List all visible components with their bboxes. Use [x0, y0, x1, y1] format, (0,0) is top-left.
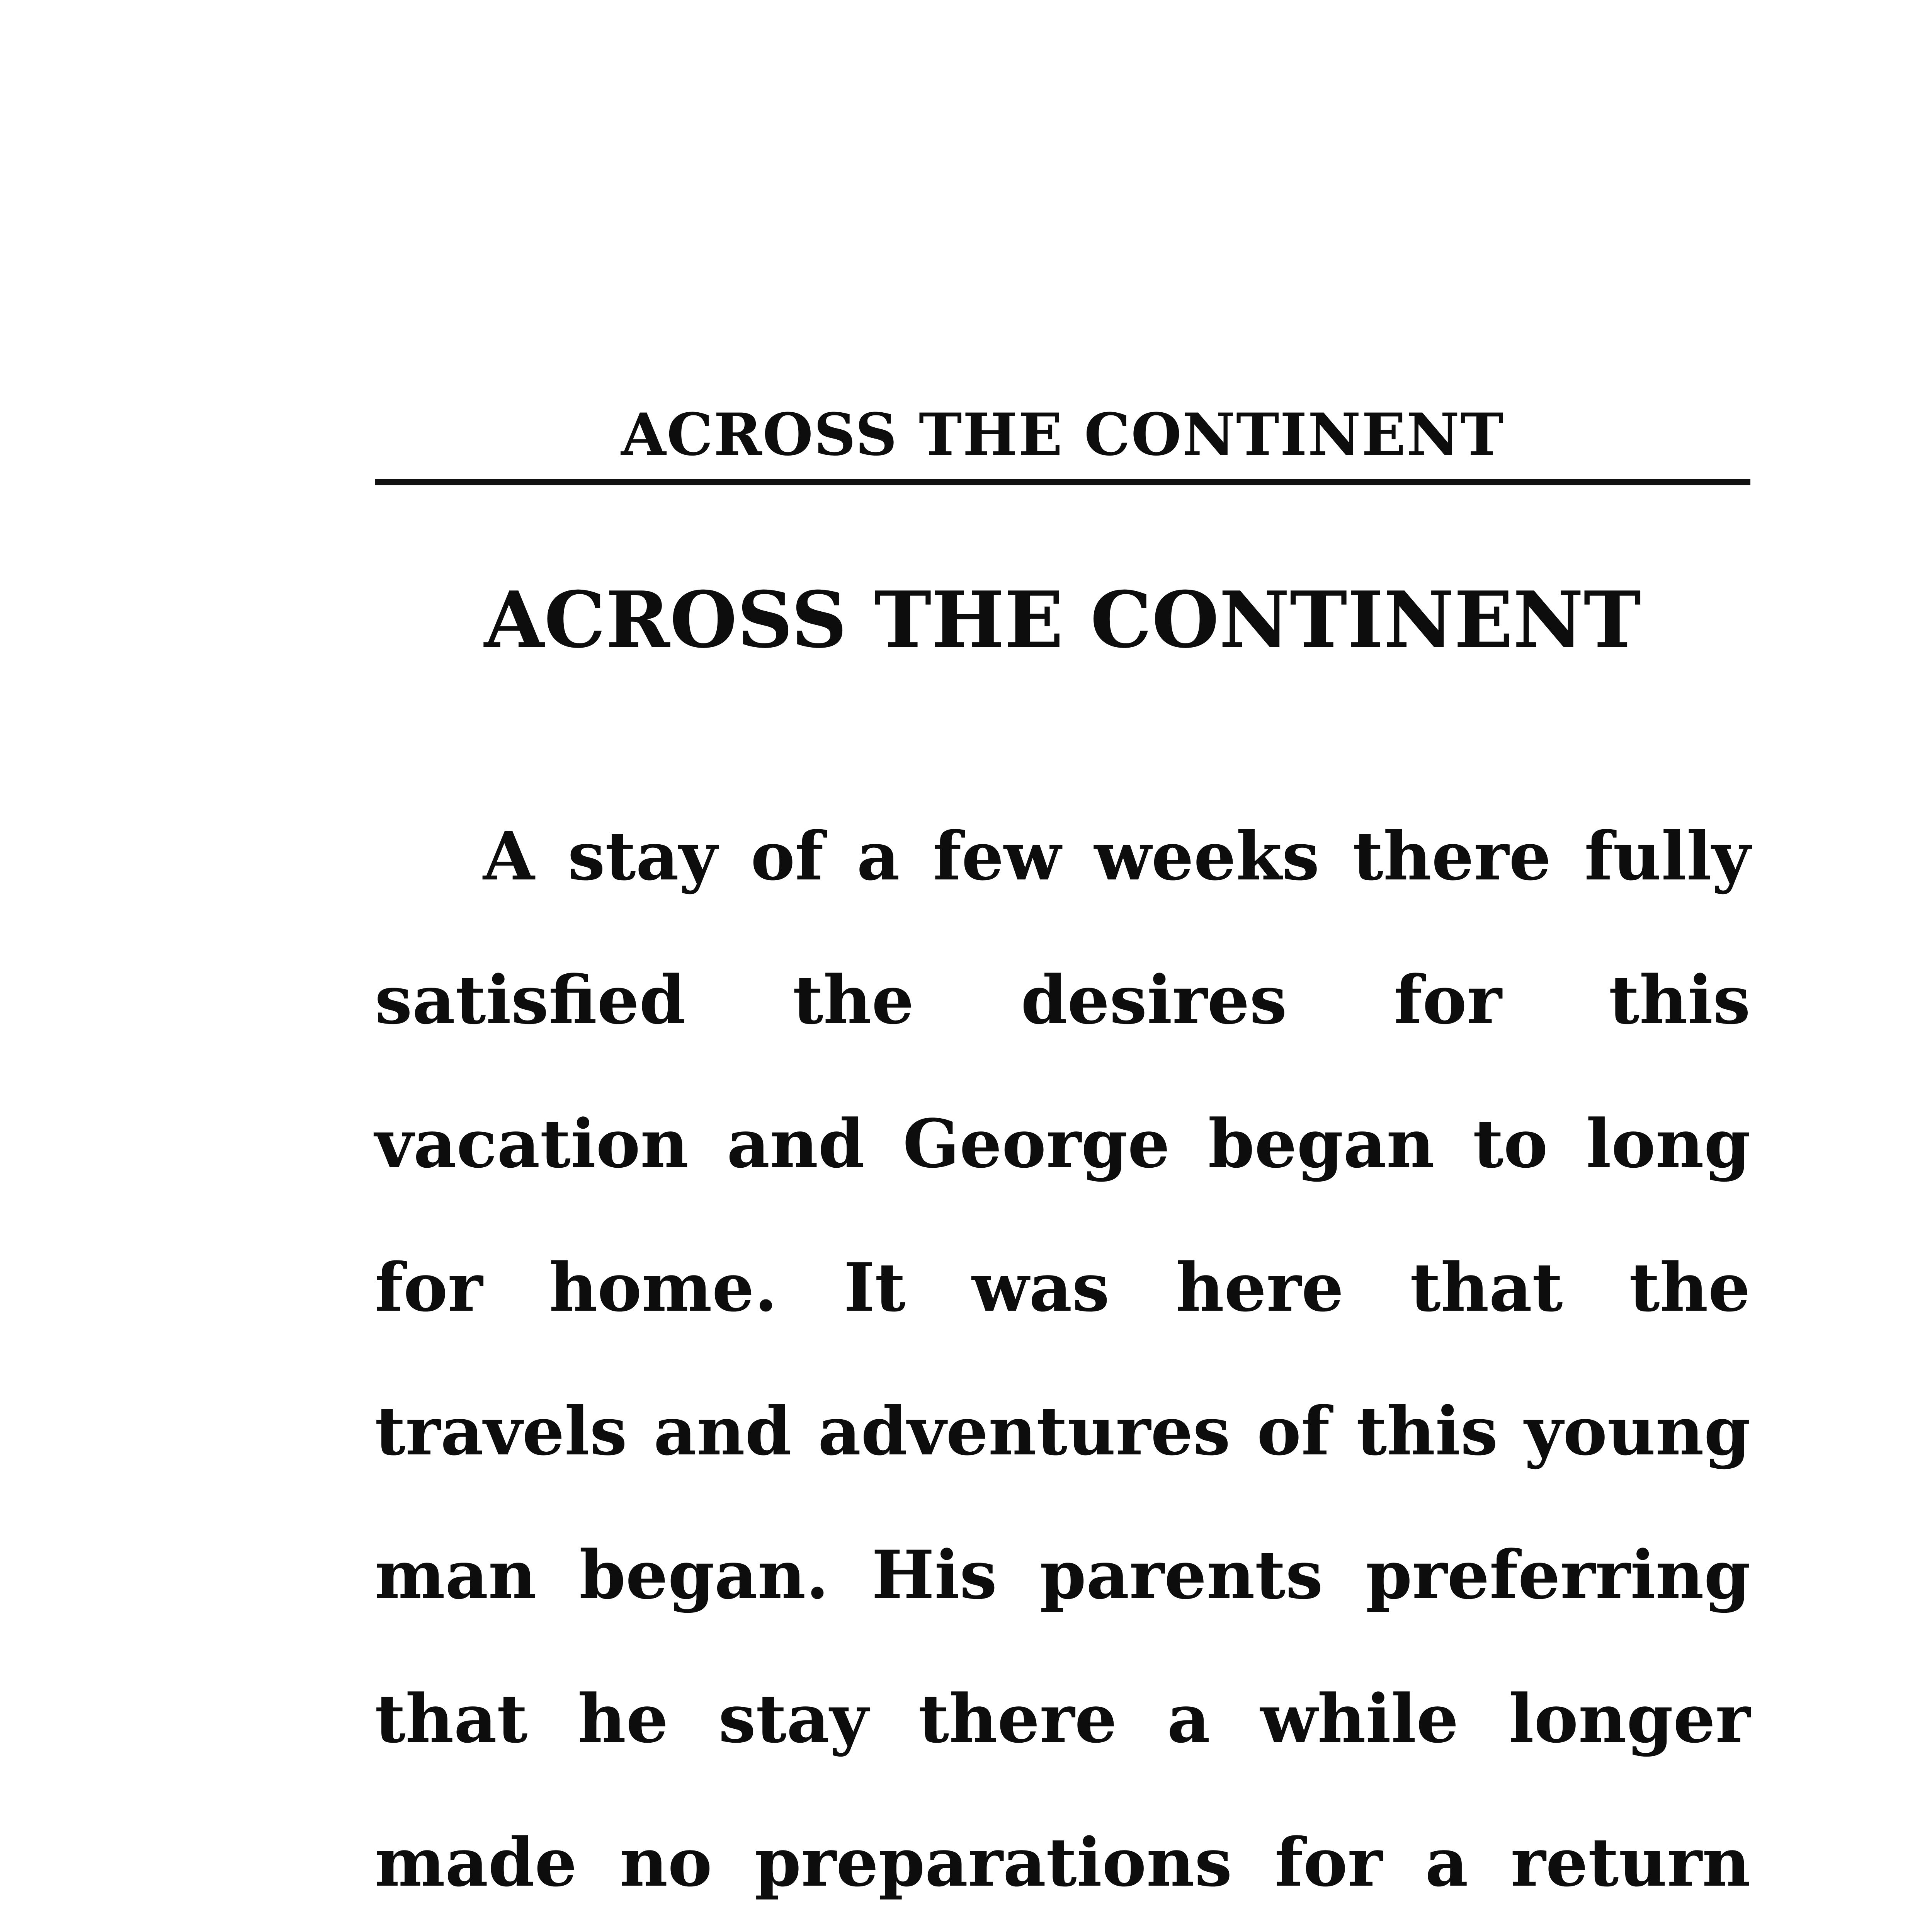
chapter-title: ACROSS THE CONTINENT	[484, 575, 1641, 665]
header-rule	[375, 479, 1750, 485]
running-head: ACROSS THE CONTINENT	[621, 401, 1504, 469]
paragraph-1: A stay of a few weeks there fully satisfied the desires for this vacation and George began to long for home. It was here that the travels and adventures of this young man began. His parents preferring that he stay there a while longer made no preparations for a return	[375, 817, 1750, 1901]
